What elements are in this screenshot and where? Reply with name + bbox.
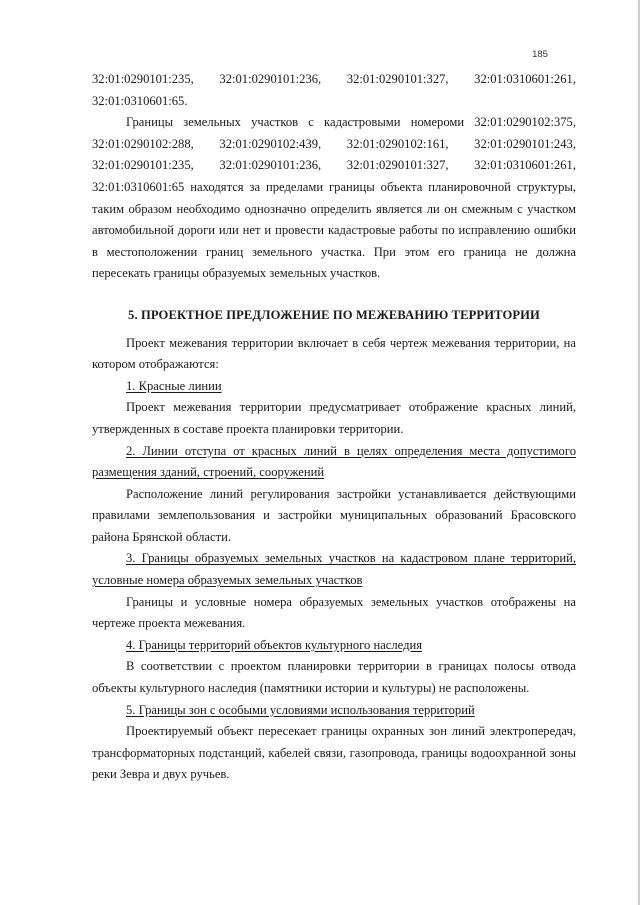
subsection-title-wrapper bbox=[92, 635, 576, 657]
cadastral-number: 32:01:0290101:327, bbox=[346, 72, 449, 86]
subsection-title: 1. Красные линии bbox=[126, 378, 222, 393]
subsection-text: В соответствии с проектом планировки территории в границах полосы отвода объекты культурного наследия (памятники истории и культуры) не расположены. bbox=[92, 659, 576, 696]
cadastral-number: 32:01:0310601:261, bbox=[474, 158, 576, 173]
cadastral-number: 32:01:0310601:261, bbox=[474, 72, 576, 86]
cadastral-number: 32:01:0290101:235, bbox=[92, 158, 194, 173]
cadastral-number: 32:01:0290101:327, bbox=[346, 158, 449, 173]
subsection-text: Проектируемый объект пересекает границы охранных зон линий электропередач, трансформаторных подстанций, кабелей связи, газопровода, границы водоохранной зоны реки Зевра и двух ручьев. bbox=[92, 724, 576, 782]
subsection-title: 4. Границы территорий объектов культурного наследия bbox=[126, 637, 423, 652]
cadastral-number: 32:01:0290102:439, bbox=[219, 136, 322, 151]
subsection-title-wrapper bbox=[92, 700, 576, 722]
subsection-title-wrapper bbox=[92, 376, 576, 398]
subsection-title-wrapper bbox=[92, 548, 576, 591]
document-body bbox=[92, 69, 576, 786]
subsection-title: 5. Границы зон с особыми условиями использования территорий bbox=[126, 702, 475, 717]
cadastral-number-last: 32:01:0310601:65. bbox=[92, 93, 188, 108]
page-number: 185 bbox=[532, 49, 548, 60]
subsection-title: 2. Линии отступа от красных линий в целях определения места допустимого размещения зданий, строений, сооружений bbox=[92, 443, 576, 480]
section-intro: Проект межевания территории включает в себя чертеж межевания территории, на котором отображаются: bbox=[92, 335, 576, 372]
subsection-text: Границы и условные номера образуемых земельных участков отображены на чертеже проекта межевания. bbox=[92, 594, 576, 631]
cadastral-number-row bbox=[92, 69, 576, 91]
cadastral-number: 32:01:0290101:243, bbox=[474, 136, 576, 151]
boundary-paragraph-rest: 32:01:0310601:65 находятся за пределами границы объекта планировочной структуры, таким образом необходимо однозначно определить является ли он смежным с участком автомобильной дороги или нет и провести кадастровые работы по исправлению ошибки в местоположении границ земельного участка. При этом его граница не должна пересекать границы образуемых земельных участков. bbox=[92, 179, 576, 281]
cadastral-number: 32:01:0290102:375, bbox=[474, 115, 576, 130]
cadastral-number-row bbox=[92, 155, 576, 177]
subsection-title: 3. Границы образуемых земельных участков на кадастровом плане территорий, условные номера образуемых земельных участков bbox=[92, 551, 576, 588]
cadastral-number: 32:01:0290102:161, bbox=[346, 136, 449, 151]
cadastral-number: 32:01:0290102:288, bbox=[92, 136, 194, 151]
cadastral-number: 32:01:0290101:235, bbox=[92, 72, 194, 86]
cadastral-number-row bbox=[92, 134, 576, 156]
subsection-text: Проект межевания территории предусматривает отображение красных линий, утвержденных в составе проекта планировки территории. bbox=[92, 400, 576, 436]
subsection-title-wrapper bbox=[92, 441, 576, 484]
boundary-lead-text: Границы земельных участков с кадастровыми номероми bbox=[126, 115, 465, 130]
subsection-text: Расположение линий регулирования застройки устанавливается действующими правилами землепользования и застройки муниципальных образований Брасовского района Брянской области. bbox=[92, 486, 576, 544]
boundary-paragraph-first-line bbox=[92, 112, 576, 134]
cadastral-number: 32:01:0290101:236, bbox=[219, 158, 322, 173]
cadastral-number: 32:01:0290101:236, bbox=[219, 72, 322, 86]
section-heading: 5. ПРОЕКТНОЕ ПРЕДЛОЖЕНИЕ ПО МЕЖЕВАНИЮ ТЕРРИТОРИИ bbox=[128, 307, 540, 322]
